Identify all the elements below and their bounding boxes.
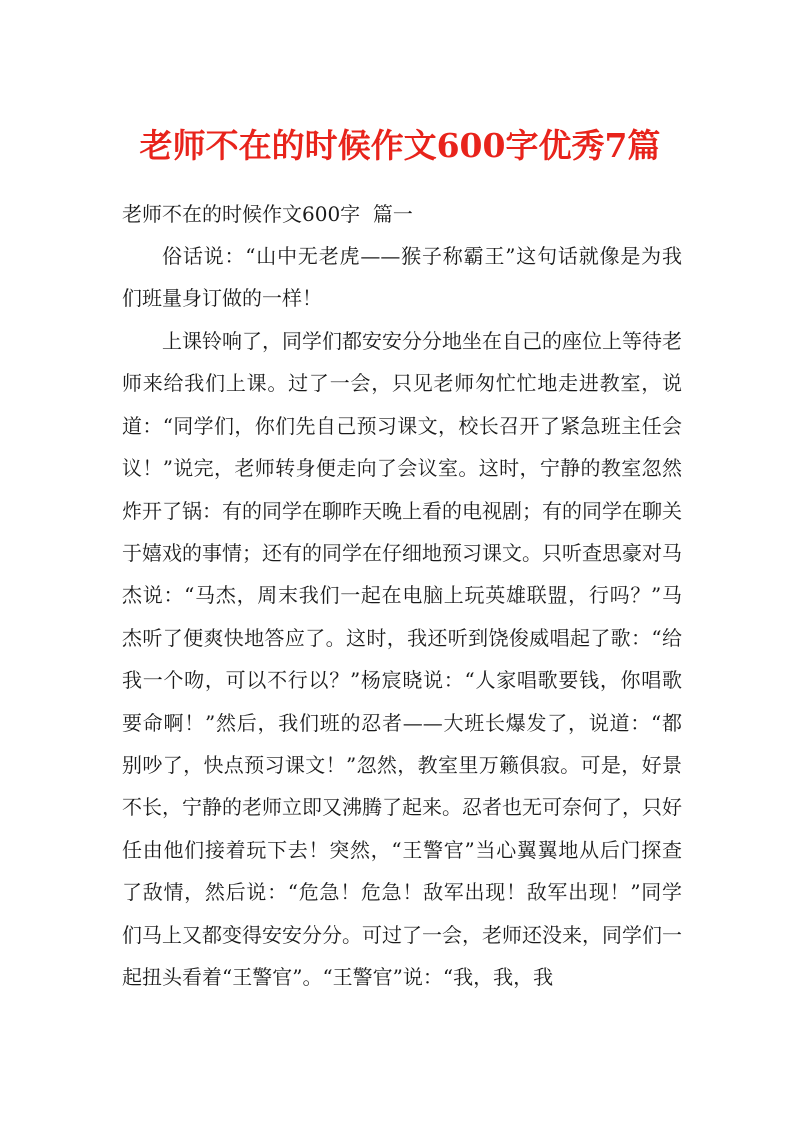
- section-heading: 老师不在的时候作文600字 篇一: [122, 202, 413, 226]
- document-title: 老师不在的时候作文600字优秀7篇: [139, 126, 661, 165]
- paragraph-1: 俗话说：“山中无老虎——猴子称霸王”这句话就像是为我们班量身订做的一样！: [122, 244, 682, 311]
- paragraph-2: 上课铃响了，同学们都安安分分地坐在自己的座位上等待老师来给我们上课。过了一会，只见老师匆忙忙地走进教室，说道：“同学们，你们先自己预习课文，校长召开了紧急班主任会议！”说完，老师转身便走向了会议室。这时，宁静的教室忽然炸开了锅：有的同学在聊昨天晚上看的电视剧；有的同学在聊关于嬉戏的事情；还有的同学在仔细地预习课文。只听查思豪对马杰说：“马杰，周末我们一起在电脑上玩英雄联盟，行吗？”马杰听了便爽快地答应了。这时，我还听到饶俊威唱起了歌：“给我一个吻，可以不行以？”杨宸晓说：“人家唱歌要钱，你唱歌要命啊！”然后，我们班的忍者——大班长爆发了，说道：“都别吵了，快点预习课文！”忽然，教室里万籁俱寂。可是，好景不长，宁静的老师立即又沸腾了起来。忍者也无可奈何了，只好任由他们接着玩下去！突然，“王警官”当心翼翼地从后门探查了敌情，然后说：“危急！危急！敌军出现！敌军出现！”同学们马上又都变得安安分分。可过了一会，老师还没来，同学们一起扭头看着“王警官”。“王警官”说：“我，我，我: [122, 329, 682, 990]
